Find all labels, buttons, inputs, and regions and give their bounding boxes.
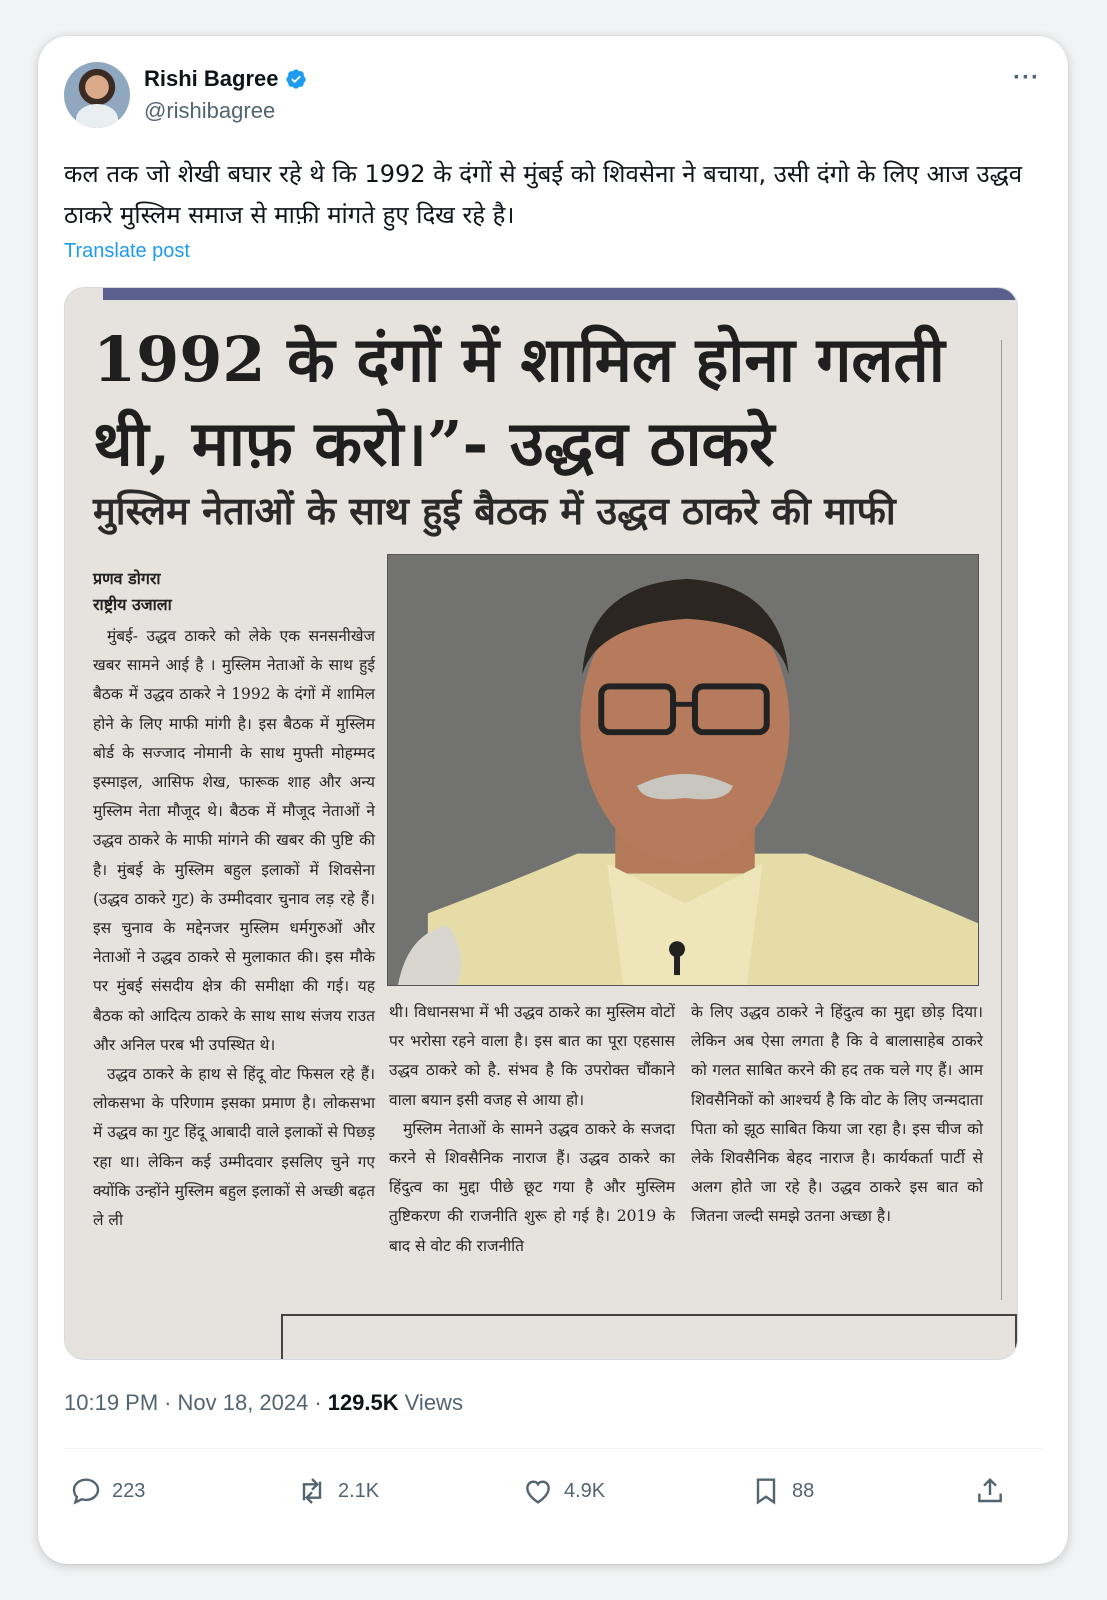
verified-badge-icon [285,68,307,90]
like-count: 4.9K [564,1479,606,1502]
newspaper-headline: 1992 के दंगों में शामिल होना गलती थी, माफ़ करो।”- उद्धव ठाकरे [93,323,945,480]
newspaper-top-bar [103,288,1018,300]
reply-count: 223 [112,1479,146,1502]
repost-icon [296,1475,328,1507]
bookmark-count: 88 [792,1479,815,1502]
article-column-2 [389,998,675,1261]
heart-icon [522,1475,554,1507]
newspaper-bottom-box [281,1314,1017,1360]
article-paragraph: के लिए उद्धव ठाकरे ने हिंदुत्व का मुद्दा छोड़ दिया। लेकिन अब ऐसा लगता है कि वे बालासाहेब ठाकरे को गलत साबित करने की हद तक चले गए हैं। आम शिवसैनिकों को आश्चर्य है कि वोट के लिए जन्मदाता पिता को झूठ साबित किया जा रहा है। इस चीज को लेके शिवसैनिक बेहद नाराज है। कार्यकर्ता पार्टी से अलग होते जा रहे है। उद्धव ठाकरे इस बात को जितना जल्दी समझे उतना अच्छा है। [691,1003,983,1226]
tweet-time[interactable]: 10:19 PM [64,1390,159,1415]
byline-paper: राष्ट्रीय उजाला [93,595,172,614]
author-handle[interactable]: @rishibagree [144,98,276,123]
like-button[interactable] [522,1468,605,1514]
reply-icon [70,1475,102,1507]
article-column-3 [691,998,983,1232]
tweet-date[interactable]: Nov 18, 2024 [177,1390,309,1415]
translate-post-link[interactable]: Translate post [64,240,190,262]
byline-name: प्रणव डोगरा [93,569,161,588]
repost-button[interactable] [296,1468,379,1514]
bookmark-button[interactable] [750,1468,814,1514]
article-column-1 [93,622,375,1235]
article-paragraph: मुंबई- उद्धव ठाकरे को लेके एक सनसनीखेज खबर सामने आई है । मुस्लिम नेताओं के साथ हुई बैठक में उद्धव ठाकरे ने 1992 के दंगों में शामिल होने के लिए माफी मांगी है। इस बैठक में मुस्लिम बोर्ड के सज्जाद नोमानी के साथ मुफ्ती मोहम्मद इस्माइल, आसिफ शेख, फारूक शाह और अन्य मुस्लिम नेता मौजूद थे। बैठक में मौजूद नेताओं ने उद्धव ठाकरे के माफी मांगने की खबर की पुष्टि की है। मुंबई के मुस्लिम बहुल इलाकों में शिवसेना (उद्धव ठाकरे गुट) के उम्मीदवार चुनाव लड़ रहे हैं।इस चुनाव के मद्देनजर मुस्लिम धर्मगुरुओं और नेताओं ने उद्धव ठाकरे से मुलाकात की। इस मौके पर मुंबई संसदीय क्षेत्र की समीक्षा की गई। यह बैठक को आदित्य ठाकरे के साथ साथ संजय राउत और अनिल परब भी उपस्थित थे। [93,627,375,1054]
article-paragraph: थी। विधानसभा में भी उद्धव ठाकरे का मुस्लिम वोटों पर भरोसा रहने वाला है। इस बात का पूरा एहसास उद्धव ठाकरे को है. संभव है कि उपरोक्त चौंकाने वाला बयान इसी वजह से आया हो। [389,1003,675,1109]
more-options-icon[interactable]: ··· [1013,64,1040,91]
column-rule [1001,340,1002,1300]
views-label: Views [404,1390,463,1415]
repost-count: 2.1K [338,1479,380,1502]
views-count: 129.5K [327,1390,399,1415]
share-button[interactable] [974,1468,1006,1514]
tweet-card [38,36,1068,1564]
tweet-media-image[interactable] [64,287,1018,1360]
tweet-meta [64,1390,463,1416]
newspaper-subheadline: मुस्लिम नेताओं के साथ हुई बैठक में उद्धव ठाकरे की माफी [93,488,896,533]
newspaper-byline [93,566,373,618]
avatar[interactable] [64,62,130,128]
author-name-row[interactable] [144,66,307,92]
author-name[interactable]: Rishi Bagree [144,66,279,91]
portrait-illustration [388,555,978,985]
reply-button[interactable] [70,1468,145,1514]
divider [64,1448,1042,1449]
newspaper-photo [387,554,979,986]
meta-separator: · [314,1390,322,1415]
meta-separator: · [164,1390,172,1415]
action-bar [64,1468,1042,1514]
article-paragraph: उद्धव ठाकरे के हाथ से हिंदू वोट फिसल रहे हैं। लोकसभा के परिणाम इसका प्रमाण है। लोकसभा में उद्धव का गुट हिंदू आबादी वाले इलाकों से पिछड़ रहा था। लेकिन कई उम्मीदवार इसलिए चुने गए क्योंकि उन्होंने मुस्लिम बहुल इलाकों से अच्छी बढ़त ले ली [93,1065,375,1230]
tweet-text: कल तक जो शेखी बघार रहे थे कि 1992 के दंगों से मुंबई को शिवसेना ने बचाया, उसी दंगो के लिए आज उद्धव ठाकरे मुस्लिम समाज से माफ़ी मांगते हुए दिख रहे है। [64,160,1023,229]
article-paragraph: मुस्लिम नेताओं के सामने उद्धव ठाकरे के सजदा करने से शिवसैनिक नाराज हैं। उद्धव ठाकरे का हिंदुत्व का मुद्दा पीछे छूट गया है और मुस्लिम तुष्टिकरण की राजनीति शुरू हो गई है। 2019 के बाद से वोट की राजनीति [389,1119,675,1255]
bookmark-icon [750,1475,782,1507]
share-icon [974,1475,1006,1507]
